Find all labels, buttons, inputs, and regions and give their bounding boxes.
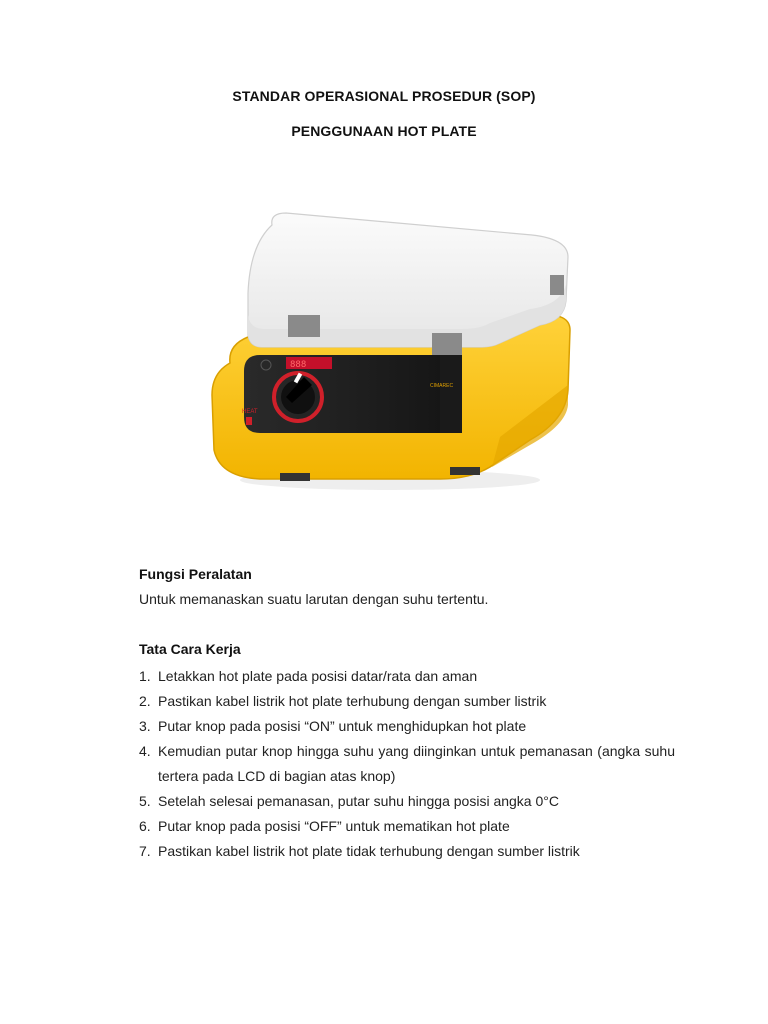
step-number: 7. xyxy=(139,843,151,859)
brand-label: CIMAREC xyxy=(430,383,454,389)
step-text: Kemudian putar knop hingga suhu yang diinginkan untuk pemanasan (angka suhu tertera pada LCD di bagian atas knop) xyxy=(158,743,675,784)
step-number: 6. xyxy=(139,818,151,834)
procedure-steps xyxy=(139,664,675,864)
step-text: Pastikan kabel listrik hot plate terhubung dengan sumber listrik xyxy=(158,693,547,709)
document-subtitle: PENGGUNAAN HOT PLATE xyxy=(291,123,477,139)
list-item xyxy=(139,814,675,839)
document-title: STANDAR OPERASIONAL PROSEDUR (SOP) xyxy=(232,88,536,104)
step-text: Pastikan kabel listrik hot plate tidak terhubung dengan sumber listrik xyxy=(158,843,580,859)
list-item xyxy=(139,714,675,739)
list-item xyxy=(139,664,675,689)
list-item xyxy=(139,839,675,864)
fungsi-heading: Fungsi Peralatan xyxy=(139,566,252,582)
step-text: Putar knop pada posisi “OFF” untuk mematikan hot plate xyxy=(158,818,510,834)
svg-text:888: 888 xyxy=(290,360,307,370)
step-number: 2. xyxy=(139,693,151,709)
step-number: 5. xyxy=(139,793,151,809)
step-number: 1. xyxy=(139,668,151,684)
step-text: Letakkan hot plate pada posisi datar/rata dan aman xyxy=(158,668,478,684)
heat-label: HEAT xyxy=(242,409,258,415)
list-item xyxy=(139,689,675,714)
list-item xyxy=(139,789,675,814)
tata-cara-heading: Tata Cara Kerja xyxy=(139,641,241,657)
step-number: 4. xyxy=(139,743,151,759)
fungsi-text: Untuk memanaskan suatu larutan dengan suhu tertentu. xyxy=(139,591,489,607)
hot-plate-image xyxy=(200,205,580,495)
step-text: Putar knop pada posisi “ON” untuk menghidupkan hot plate xyxy=(158,718,527,734)
list-item xyxy=(139,739,675,789)
step-text: Setelah selesai pemanasan, putar suhu hingga posisi angka 0°C xyxy=(158,793,559,809)
step-number: 3. xyxy=(139,718,151,734)
